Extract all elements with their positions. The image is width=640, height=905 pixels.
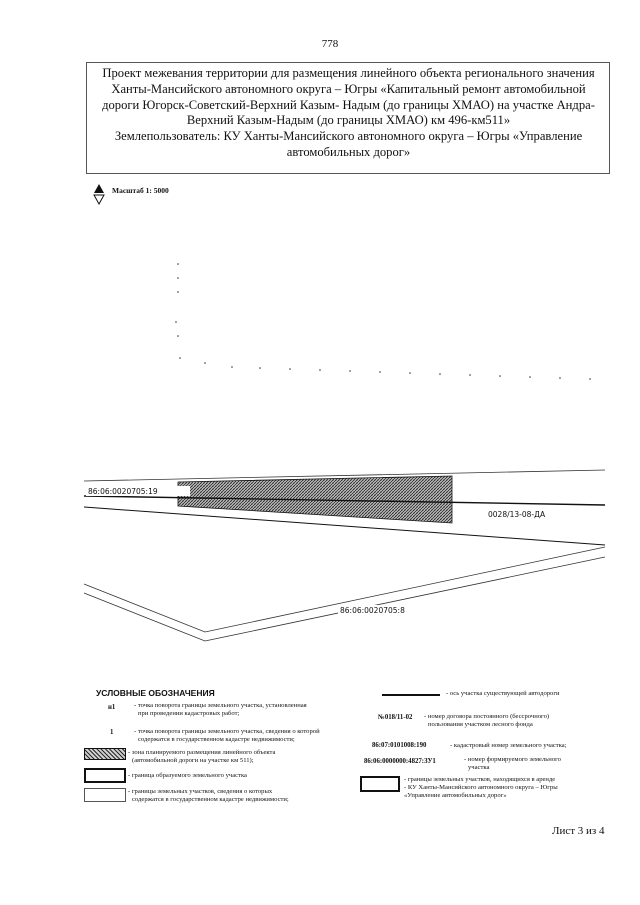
legend-text <box>128 749 378 765</box>
legend-line: - номер договора постоянного (бессрочного) <box>424 713 550 720</box>
boundary-point <box>499 375 501 377</box>
legend-text <box>128 772 378 780</box>
boundary-point <box>319 369 321 371</box>
legend-line: - границы земельных участков, находящихся в аренде <box>404 776 556 783</box>
legend-text <box>424 713 604 729</box>
legend-symbol: 1 <box>110 729 114 736</box>
legend-symbol: 86:07:0101008:190 <box>372 742 427 749</box>
parcel-label: 86:06:0020705:8 <box>340 606 405 615</box>
parcel-label: 0028/13-08-ДА <box>488 510 546 519</box>
boundary-point <box>177 263 179 265</box>
boundary-point <box>177 335 179 337</box>
boundary-points <box>175 263 591 380</box>
legend-line: - граница образуемого земельного участка <box>128 772 247 779</box>
legend-swatch-cadastre-parcel <box>84 788 126 802</box>
boundary-point <box>469 374 471 376</box>
boundary-point <box>349 370 351 372</box>
legend-line: - точка поворота границы земельного участка, сведения о которой <box>134 728 320 735</box>
title-line: Землепользователь: КУ Ханты-Мансийского автономного округа – Югры «Управление <box>114 129 583 144</box>
legend-symbol: №018/11-02 <box>378 714 413 721</box>
legend-line: - кадастровый номер земельного участка; <box>450 742 567 749</box>
legend-line: (автомобильной дороги на участке км 511); <box>132 757 254 764</box>
legend-line: - ось участка существующей автодороги <box>446 690 560 697</box>
legend-line: участка <box>468 764 490 771</box>
boundary-point <box>289 368 291 370</box>
legend-line: пользования участком лесного фонда <box>428 721 533 728</box>
boundary-point <box>231 366 233 368</box>
legend-line: - точка поворота границы земельного участка, установленная <box>134 702 307 709</box>
legend-symbol: н1 <box>108 704 116 711</box>
legend-line: - зона планируемого размещения линейного объекта <box>128 749 276 756</box>
legend-line: при проведении кадастровых работ; <box>138 710 240 717</box>
boundary-point <box>379 371 381 373</box>
legend-line: - номер формируемого земельного <box>464 756 561 763</box>
boundary-point <box>559 377 561 379</box>
boundary-point <box>589 378 591 380</box>
boundary-point <box>204 362 206 364</box>
parcel-label: 86:06:0020705:19 <box>88 487 158 496</box>
title-line: автомобильных дорог» <box>286 144 411 159</box>
legend-text <box>464 756 604 772</box>
title-line: Ханты-Мансийского автономного округа – Югры «Капитальный ремонт автомобильной <box>111 81 586 96</box>
legend-swatch-road-axis <box>382 694 440 696</box>
boundary-point <box>529 376 531 378</box>
boundary-point <box>259 367 261 369</box>
legend-text <box>134 702 374 718</box>
parcel-boundary-lower <box>84 547 605 632</box>
title-line: Проект межевания территории для размещения линейного объекта регионального значения <box>102 66 595 80</box>
title-line: дороги Югорск-Советский-Верхний Казым- Надым (до границы ХМАО) на участке Андра- <box>102 97 595 112</box>
title-line: Верхний Казым-Надым (до границы ХМАО) км 496-км511» <box>186 113 511 128</box>
boundary-point <box>175 321 177 323</box>
legend-swatch-new-parcel <box>84 768 126 783</box>
legend-line: - КУ Ханты-Мансийского автономного округа – Югры <box>404 784 558 791</box>
legend-text <box>128 788 378 804</box>
sheet-number: Лист 3 из 4 <box>552 825 605 837</box>
boundary-point <box>179 357 181 359</box>
page-number: 778 <box>321 38 339 50</box>
boundary-point <box>409 372 411 374</box>
boundary-point <box>177 277 179 279</box>
legend-swatch-road-zone <box>84 748 126 760</box>
legend-text <box>404 776 614 800</box>
legend-text <box>134 728 384 744</box>
legend-swatch-lease-parcel <box>360 776 400 792</box>
legend-line: содержатся в государственном кадастре недвижимости; <box>138 736 295 743</box>
legend-line: - границы земельных участков, сведения о которых <box>128 788 273 795</box>
boundary-point <box>177 291 179 293</box>
legend-line: «Управление автомобильных дорог» <box>404 792 507 799</box>
legend-text <box>450 742 620 750</box>
legend-symbol: 86:06:0000000:4827:ЗУ1 <box>364 758 436 765</box>
legend-text <box>446 690 616 698</box>
boundary-point <box>439 373 441 375</box>
legend-line: содержатся в государственном кадастре недвижимости; <box>132 796 289 803</box>
parcel-boundary-lower-inner <box>84 557 605 641</box>
map-scale: Масштаб 1: 5000 <box>112 186 169 195</box>
legend-title: УСЛОВНЫЕ ОБОЗНАЧЕНИЯ <box>96 688 215 698</box>
